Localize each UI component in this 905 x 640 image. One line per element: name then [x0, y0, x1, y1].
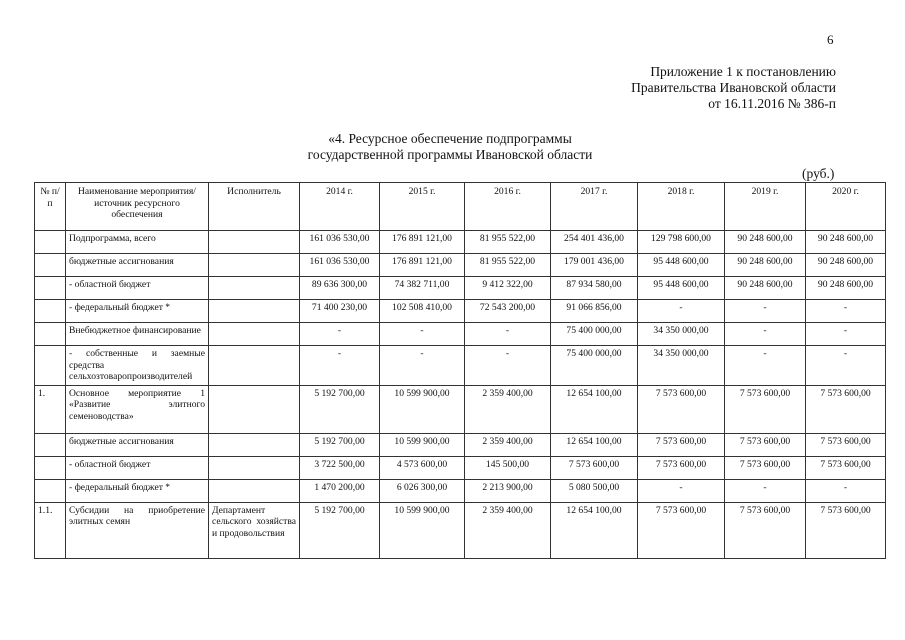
value-cell: -: [465, 346, 551, 386]
value-cell: 1 470 200,00: [300, 479, 380, 502]
header-2020: 2020 г.: [806, 183, 886, 231]
appendix-heading: [631, 64, 836, 112]
value-cell: 90 248 600,00: [725, 231, 806, 254]
value-cell: 4 573 600,00: [380, 456, 465, 479]
row-executor-cell: [209, 254, 300, 277]
value-cell: 7 573 600,00: [638, 502, 725, 558]
value-cell: -: [725, 479, 806, 502]
value-cell: 89 636 300,00: [300, 277, 380, 300]
value-cell: 87 934 580,00: [551, 277, 638, 300]
value-cell: 90 248 600,00: [725, 277, 806, 300]
value-cell: 10 599 900,00: [380, 385, 465, 433]
row-number-cell: 1.1.: [35, 502, 66, 558]
value-cell: -: [725, 300, 806, 323]
header-2017: 2017 г.: [551, 183, 638, 231]
value-cell: 90 248 600,00: [725, 254, 806, 277]
row-executor-cell: [209, 479, 300, 502]
value-cell: 7 573 600,00: [638, 433, 725, 456]
value-cell: -: [806, 479, 886, 502]
header-2014: 2014 г.: [300, 183, 380, 231]
header-2019: 2019 г.: [725, 183, 806, 231]
value-cell: 5 080 500,00: [551, 479, 638, 502]
row-executor-cell: [209, 433, 300, 456]
table-row: [35, 385, 886, 433]
value-cell: 5 192 700,00: [300, 385, 380, 433]
value-cell: 90 248 600,00: [806, 231, 886, 254]
section-title-line-1: «4. Ресурсное обеспечение подпрограммы: [328, 131, 572, 146]
value-cell: 2 213 900,00: [465, 479, 551, 502]
row-name-cell: - федеральный бюджет *: [66, 300, 209, 323]
value-cell: 7 573 600,00: [806, 433, 886, 456]
value-cell: 145 500,00: [465, 456, 551, 479]
value-cell: 3 722 500,00: [300, 456, 380, 479]
value-cell: -: [465, 323, 551, 346]
row-name-cell: бюджетные ассигнования: [66, 433, 209, 456]
appendix-line-2: Правительства Ивановской области: [631, 80, 836, 95]
table-row: [35, 277, 886, 300]
row-name-cell: Подпрограмма, всего: [66, 231, 209, 254]
value-cell: -: [806, 346, 886, 386]
value-cell: 179 001 436,00: [551, 254, 638, 277]
row-number-cell: [35, 323, 66, 346]
row-number-cell: [35, 456, 66, 479]
row-name-cell: Основное мероприятие 1 «Развитие элитного семеноводства»: [66, 385, 209, 433]
value-cell: 12 654 100,00: [551, 502, 638, 558]
value-cell: 71 400 230,00: [300, 300, 380, 323]
value-cell: 2 359 400,00: [465, 502, 551, 558]
header-num: № п/п: [35, 183, 66, 231]
table-row: [35, 456, 886, 479]
value-cell: 7 573 600,00: [638, 385, 725, 433]
value-cell: -: [806, 323, 886, 346]
value-cell: 75 400 000,00: [551, 323, 638, 346]
header-name: Наименование мероприятия/источник ресурсного обеспечения: [66, 183, 209, 231]
value-cell: 81 955 522,00: [465, 231, 551, 254]
value-cell: 34 350 000,00: [638, 346, 725, 386]
row-executor-cell: [209, 385, 300, 433]
row-executor-cell: [209, 323, 300, 346]
header-2016: 2016 г.: [465, 183, 551, 231]
value-cell: 176 891 121,00: [380, 254, 465, 277]
value-cell: 161 036 530,00: [300, 231, 380, 254]
value-cell: 72 543 200,00: [465, 300, 551, 323]
currency-unit: (руб.): [802, 166, 835, 181]
table-row: [35, 433, 886, 456]
table-row: [35, 231, 886, 254]
header-2015: 2015 г.: [380, 183, 465, 231]
value-cell: -: [380, 323, 465, 346]
row-name-cell: - федеральный бюджет *: [66, 479, 209, 502]
value-cell: 176 891 121,00: [380, 231, 465, 254]
value-cell: 75 400 000,00: [551, 346, 638, 386]
value-cell: 12 654 100,00: [551, 433, 638, 456]
value-cell: 6 026 300,00: [380, 479, 465, 502]
row-number-cell: 1.: [35, 385, 66, 433]
value-cell: -: [725, 323, 806, 346]
value-cell: 90 248 600,00: [806, 277, 886, 300]
row-number-cell: [35, 254, 66, 277]
value-cell: -: [300, 346, 380, 386]
value-cell: 7 573 600,00: [725, 433, 806, 456]
row-name-cell: - областной бюджет: [66, 456, 209, 479]
row-name-cell: Внебюджетное финансирование: [66, 323, 209, 346]
page-number: 6: [827, 32, 834, 47]
value-cell: -: [806, 300, 886, 323]
value-cell: 9 412 322,00: [465, 277, 551, 300]
header-2018: 2018 г.: [638, 183, 725, 231]
value-cell: 129 798 600,00: [638, 231, 725, 254]
value-cell: 34 350 000,00: [638, 323, 725, 346]
row-name-cell: - собственные и заемные средства сельхозтоваропроизводителей: [66, 346, 209, 386]
value-cell: 254 401 436,00: [551, 231, 638, 254]
value-cell: -: [638, 479, 725, 502]
header-executor: Исполнитель: [209, 183, 300, 231]
value-cell: 5 192 700,00: [300, 433, 380, 456]
value-cell: -: [380, 346, 465, 386]
value-cell: 95 448 600,00: [638, 254, 725, 277]
row-name-cell: Субсидии на приобретение элитных семян: [66, 502, 209, 558]
table-row: [35, 323, 886, 346]
row-name-cell: бюджетные ассигнования: [66, 254, 209, 277]
value-cell: 7 573 600,00: [725, 456, 806, 479]
table-row: [35, 254, 886, 277]
value-cell: 74 382 711,00: [380, 277, 465, 300]
value-cell: -: [725, 346, 806, 386]
row-executor-cell: [209, 456, 300, 479]
value-cell: 10 599 900,00: [380, 433, 465, 456]
table-header-row: [35, 183, 886, 231]
value-cell: 7 573 600,00: [551, 456, 638, 479]
table-row: [35, 300, 886, 323]
row-executor-cell: [209, 300, 300, 323]
value-cell: -: [638, 300, 725, 323]
value-cell: 7 573 600,00: [725, 502, 806, 558]
value-cell: 81 955 522,00: [465, 254, 551, 277]
table-row: [35, 502, 886, 558]
row-number-cell: [35, 300, 66, 323]
value-cell: 7 573 600,00: [806, 385, 886, 433]
row-executor-cell: [209, 231, 300, 254]
section-title: [240, 131, 660, 163]
table-row: [35, 346, 886, 386]
row-executor-cell: [209, 277, 300, 300]
row-name-cell: - областной бюджет: [66, 277, 209, 300]
value-cell: 7 573 600,00: [806, 502, 886, 558]
value-cell: 12 654 100,00: [551, 385, 638, 433]
value-cell: -: [300, 323, 380, 346]
appendix-line-3: от 16.11.2016 № 386-п: [708, 96, 836, 111]
value-cell: 161 036 530,00: [300, 254, 380, 277]
value-cell: 95 448 600,00: [638, 277, 725, 300]
row-number-cell: [35, 479, 66, 502]
value-cell: 7 573 600,00: [638, 456, 725, 479]
value-cell: 7 573 600,00: [725, 385, 806, 433]
appendix-line-1: Приложение 1 к постановлению: [650, 64, 836, 79]
table-row: [35, 479, 886, 502]
value-cell: 10 599 900,00: [380, 502, 465, 558]
table-body: [35, 231, 886, 559]
row-number-cell: [35, 346, 66, 386]
section-title-line-2: государственной программы Ивановской области: [307, 147, 593, 162]
value-cell: 7 573 600,00: [806, 456, 886, 479]
row-number-cell: [35, 277, 66, 300]
value-cell: 2 359 400,00: [465, 385, 551, 433]
value-cell: 5 192 700,00: [300, 502, 380, 558]
row-number-cell: [35, 231, 66, 254]
value-cell: 2 359 400,00: [465, 433, 551, 456]
row-executor-cell: [209, 346, 300, 386]
resource-table: [34, 182, 886, 559]
row-number-cell: [35, 433, 66, 456]
value-cell: 90 248 600,00: [806, 254, 886, 277]
value-cell: 102 508 410,00: [380, 300, 465, 323]
value-cell: 91 066 856,00: [551, 300, 638, 323]
row-executor-cell: Департамент сельского хозяйства и продовольствия: [209, 502, 300, 558]
